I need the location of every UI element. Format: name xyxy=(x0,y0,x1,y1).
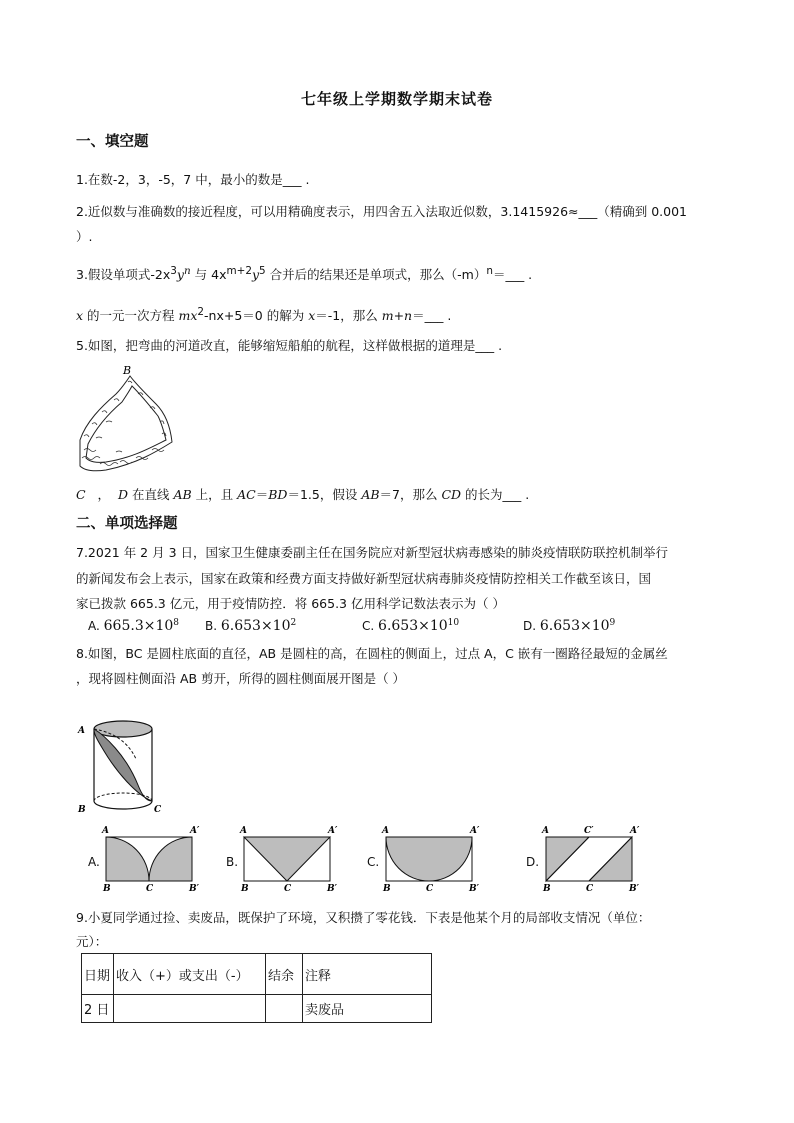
table-header-cell: 注释 xyxy=(303,954,432,995)
question-7-line-2: 的新闻发布会上表示，国家在政策和经费方面支持做好新型冠状病毒肺炎疫情防控相关工作截至该日，国 xyxy=(76,571,652,586)
table-header-cell: 日期 xyxy=(82,954,114,995)
question-1: 1.在数-2，3，-5，7 中，最小的数是___ . xyxy=(76,172,310,187)
table-cell: 卖废品 xyxy=(303,995,432,1023)
section-heading-fill-in: 一、填空题 xyxy=(76,134,149,150)
svg-text:B′: B′ xyxy=(327,884,337,894)
cylinder-figure xyxy=(76,715,172,819)
q8-choice-b-diagram xyxy=(238,825,343,895)
q8-choice-c-label: C. xyxy=(367,855,380,869)
q7-option-d: D. $6.653\times 10^9$ xyxy=(523,618,616,634)
table-cell xyxy=(114,995,266,1023)
svg-text:B: B xyxy=(383,884,391,894)
svg-text:C: C xyxy=(426,884,434,894)
table-header-row xyxy=(82,954,432,995)
svg-text:A′: A′ xyxy=(328,826,338,836)
q8-choice-a-diagram xyxy=(100,825,205,895)
svg-text:A′: A′ xyxy=(470,826,480,836)
river-figure xyxy=(76,362,176,476)
q8-choice-d-label: D. xyxy=(526,855,540,869)
svg-text:A: A xyxy=(240,826,247,836)
question-2-line-1: 2.近似数与准确数的接近程度，可以用精确度表示，用四舍五入法取近似数，3.1415926≈___（精确到 0.001 xyxy=(76,204,688,219)
svg-text:B: B xyxy=(103,884,111,894)
svg-text:A′: A′ xyxy=(630,826,640,836)
question-7-line-3: 家已拨款 665.3 亿元，用于疫情防控．将 665.3 亿用科学记数法表示为（ ） xyxy=(76,596,505,611)
question-2-line-2: ）. xyxy=(76,229,93,244)
question-7-line-1: 7.2021 年 2 月 3 日，国家卫生健康委副主任在国务院应对新型冠状病毒感染的肺炎疫情联防联控机制举行 xyxy=(76,545,669,560)
svg-text:B′: B′ xyxy=(189,884,199,894)
svg-text:C: C xyxy=(586,884,594,894)
question-5: 5.如图，把弯曲的河道改直，能够缩短船舶的航程，这样做根据的道理是___ . xyxy=(76,338,503,353)
svg-text:A′: A′ xyxy=(190,826,200,836)
q8-choice-a-label: A. xyxy=(88,855,100,869)
table-header-cell: 结余 xyxy=(266,954,303,995)
section-heading-single-choice: 二、单项选择题 xyxy=(76,516,178,532)
table-row xyxy=(82,995,432,1023)
svg-text:C: C xyxy=(284,884,292,894)
svg-text:C: C xyxy=(146,884,154,894)
cylinder-label-c: C xyxy=(154,805,162,815)
svg-text:C′: C′ xyxy=(584,826,594,836)
svg-text:A: A xyxy=(102,826,109,836)
table-cell: 2 日 xyxy=(82,995,114,1023)
river-point-label: B xyxy=(123,364,132,377)
q7-option-b: B. $6.653\times 10^2$ xyxy=(205,618,297,634)
page-title: 七年级上学期数学期末试卷 xyxy=(300,90,493,108)
table-header-cell: 收入（+）或支出（-） xyxy=(114,954,266,995)
svg-text:A: A xyxy=(382,826,389,836)
question-3: 3.假设单项式$-2x^3y^n$ 与 $4x^{m+2}y^5$ 合并后的结果还是单项式，那么$(-m)^n=\_\_\_$ . xyxy=(76,265,533,283)
question-8-line-1: 8.如图，BC 是圆柱底面的直径，AB 是圆柱的高，在圆柱的侧面上，过点 A，C 嵌有一圈路径最短的金属丝 xyxy=(76,646,668,661)
q8-choice-d-diagram xyxy=(540,825,645,895)
q7-option-a: A. $665.3\times 10^8$ xyxy=(88,618,179,634)
q8-choice-c-diagram xyxy=(380,825,485,895)
question-9-line-1: 9.小夏同学通过捡、卖废品，既保护了环境，又积攒了零花钱．下表是他某个月的局部收支情况（单位： xyxy=(76,910,651,925)
q7-option-c: C. $6.653\times 10^{10}$ xyxy=(362,618,460,634)
svg-text:A: A xyxy=(542,826,549,836)
svg-text:B′: B′ xyxy=(629,884,639,894)
svg-text:B: B xyxy=(543,884,551,894)
question-9-line-2: 元）： xyxy=(76,934,108,949)
question-4: x 的一元一次方程 $mx^2-nx+5=0$ 的解为 x＝-1，那么 m+n＝___ . xyxy=(76,306,452,324)
cylinder-label-a: A xyxy=(78,726,85,736)
svg-text:B′: B′ xyxy=(469,884,479,894)
question-8-line-2: ，现将圆柱侧面沿 AB 剪开，所得的圆柱侧面展开图是（ ） xyxy=(76,671,406,686)
income-expense-table xyxy=(81,953,432,1023)
svg-text:B: B xyxy=(241,884,249,894)
table-cell xyxy=(266,995,303,1023)
question-6: C ， D 在直线 AB 上，且 AC＝BD＝1.5，假设 AB＝7，那么 CD 的长为___ . xyxy=(76,487,530,502)
cylinder-label-b: B xyxy=(78,805,86,815)
q8-choice-b-label: B. xyxy=(226,855,239,869)
